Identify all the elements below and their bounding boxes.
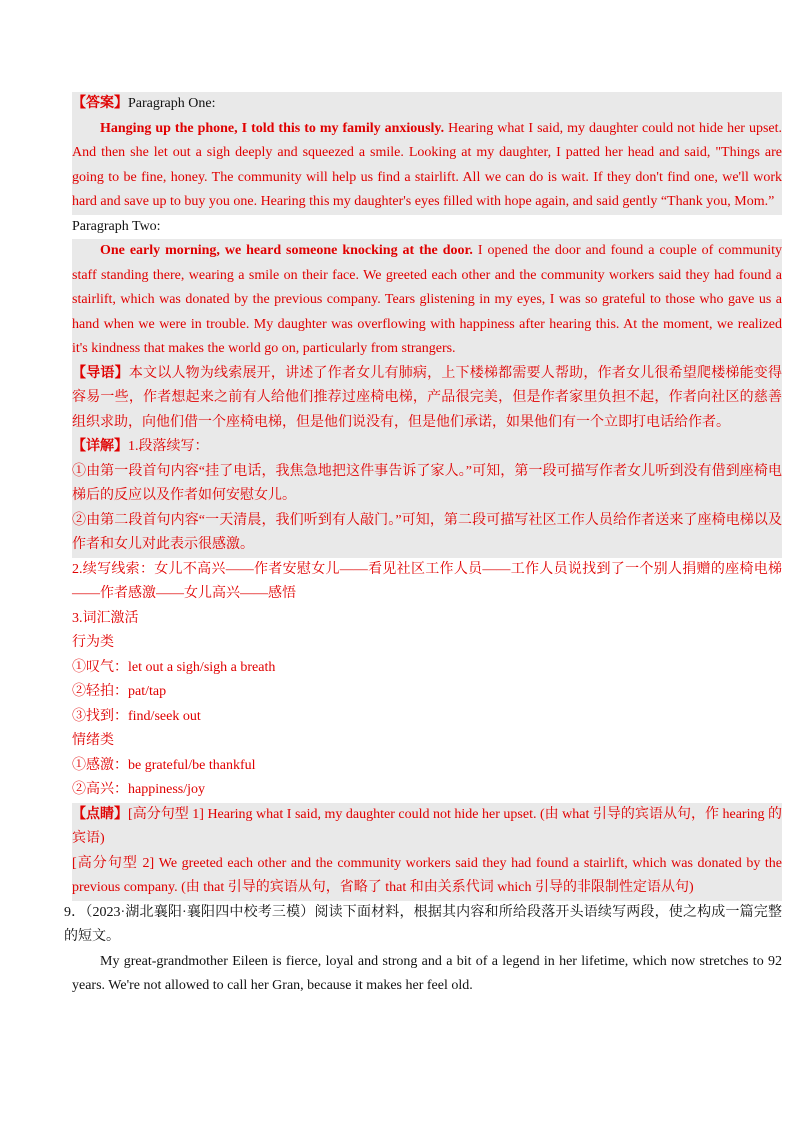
detail-tag: 【详解】 [72,439,128,454]
answer-heading [72,92,782,117]
paragraph-two-body: I opened the door and found a couple of community staff standing there, wearing a smile on their face. We greeted each other and the community workers said they had found a stairlift, which was donated by the previous company. Tears glistening in my eyes, I was so grateful to those who gave us a hand when we were in trouble. My daughter was overflowing with happiness after hearing this. At the moment, we realized it's kindness that makes the world go on, particularly from strangers. [72,243,782,356]
paragraph-one-text [72,117,782,215]
guide-text [72,362,782,436]
guide-tag: 【导语】 [72,365,129,381]
detail-item2: 2.续写线索：女儿不高兴——作者安慰女儿——看见社区工作人员——工作人员说找到了一个别人捐赠的座椅电梯——作者感激——女儿高兴——感悟 [72,561,782,601]
tips-sentence-1 [72,803,782,852]
question-passage: My great-grandmother Eileen is fierce, loyal and strong and a bit of a legend in her lifetime, which now stretches to 92 years. We're not allowed to call her Gran, because it makes her feel old. [72,953,782,993]
paragraph-two-label: Paragraph Two: [72,218,161,234]
answer-block [72,92,782,215]
detail-item1-a: ①由第一段首句内容“挂了电话，我焦急地把这件事告诉了家人。”可知，第一段可描写作者女儿听到没有借到座椅电梯后的反应以及作者如何安慰女儿。 [72,463,782,503]
vocab-item: ①感激：be grateful/be thankful [72,757,256,773]
tips-sentence-1-text: [高分句型 1] Hearing what I said, my daughter could not hide her upset. (由 what 引导的宾语从句，作 hearing 的宾语) [72,806,782,846]
tips-block [72,803,782,901]
tips-tag: 【点睛】 [72,806,129,822]
detail-continued [72,558,782,803]
detail-block [72,435,782,558]
paragraph-one-body: Hearing what I said, my daughter could not hide her upset. And then she let out a sigh deeply and squeezed a smile. Looking at my daughter, I patted her head and said, "Things are going to be fine, honey. The community will help us find a stairlift. All we can do is wait. If they don't find one, we'll work hard and save up to buy you one. Hearing this my daughter's eyes filled with hope again, and said gently “Thank you, Mom.” [72,120,782,209]
vocab-item: ②轻拍：pat/tap [72,684,167,699]
paragraph-two-text [72,239,782,362]
question-prompt: 9．（2023·湖北襄阳·襄阳四中校考三模）阅读下面材料，根据其内容和所给段落开头语续写两段，使之构成一篇完整的短文。 [64,904,782,944]
detail-heading [72,435,782,460]
paragraph-one-label: Paragraph One: [128,96,216,111]
guide-block [72,362,782,436]
paragraph-two-block [72,239,782,362]
guide-body: 本文以人物为线索展开，讲述了作者女儿有肺病，上下楼梯都需要人帮助，作者女儿很希望爬楼梯能变得容易一些，作者想起来之前有人给他们推荐过座椅电梯，产品很完美，但是作者家里负担不起，作者向社区的慈善组织求助，向他们借一个座椅电梯，但是他们说没有，但是他们承诺，如果他们有一个立即打电话给作者。 [72,365,783,430]
vocab-category-emotion: 情绪类 [72,733,114,748]
vocab-category-action: 行为类 [72,635,114,650]
detail-item1-title: 1.段落续写： [128,439,209,454]
answer-tag: 【答案】 [72,96,128,111]
detail-item3-title: 3.词汇激活 [72,610,139,626]
detail-item1-b: ②由第二段首句内容“一天清晨，我们听到有人敲门。”可知，第二段可描写社区工作人员给作者送来了座椅电梯以及作者和女儿对此表示很感激。 [72,512,782,552]
vocab-item: ②高兴：happiness/joy [72,782,205,797]
document-page [64,92,783,999]
paragraph-one-lead: Hanging up the phone, I told this to my family anxiously. [100,120,445,136]
vocab-item: ③找到：find/seek out [72,708,201,724]
vocab-item: ①叹气：let out a sigh/sigh a breath [72,659,276,675]
tips-sentence-2: [高分句型 2] We greeted each other and the community workers said they had found a stairlift, which was donated by the previous company. (由 that 引导的宾语从句，省略了 that 和由关系代词 which 引导的非限制性定语从句) [72,855,782,895]
paragraph-two-lead: One early morning, we heard someone knocking at the door. [100,243,473,258]
